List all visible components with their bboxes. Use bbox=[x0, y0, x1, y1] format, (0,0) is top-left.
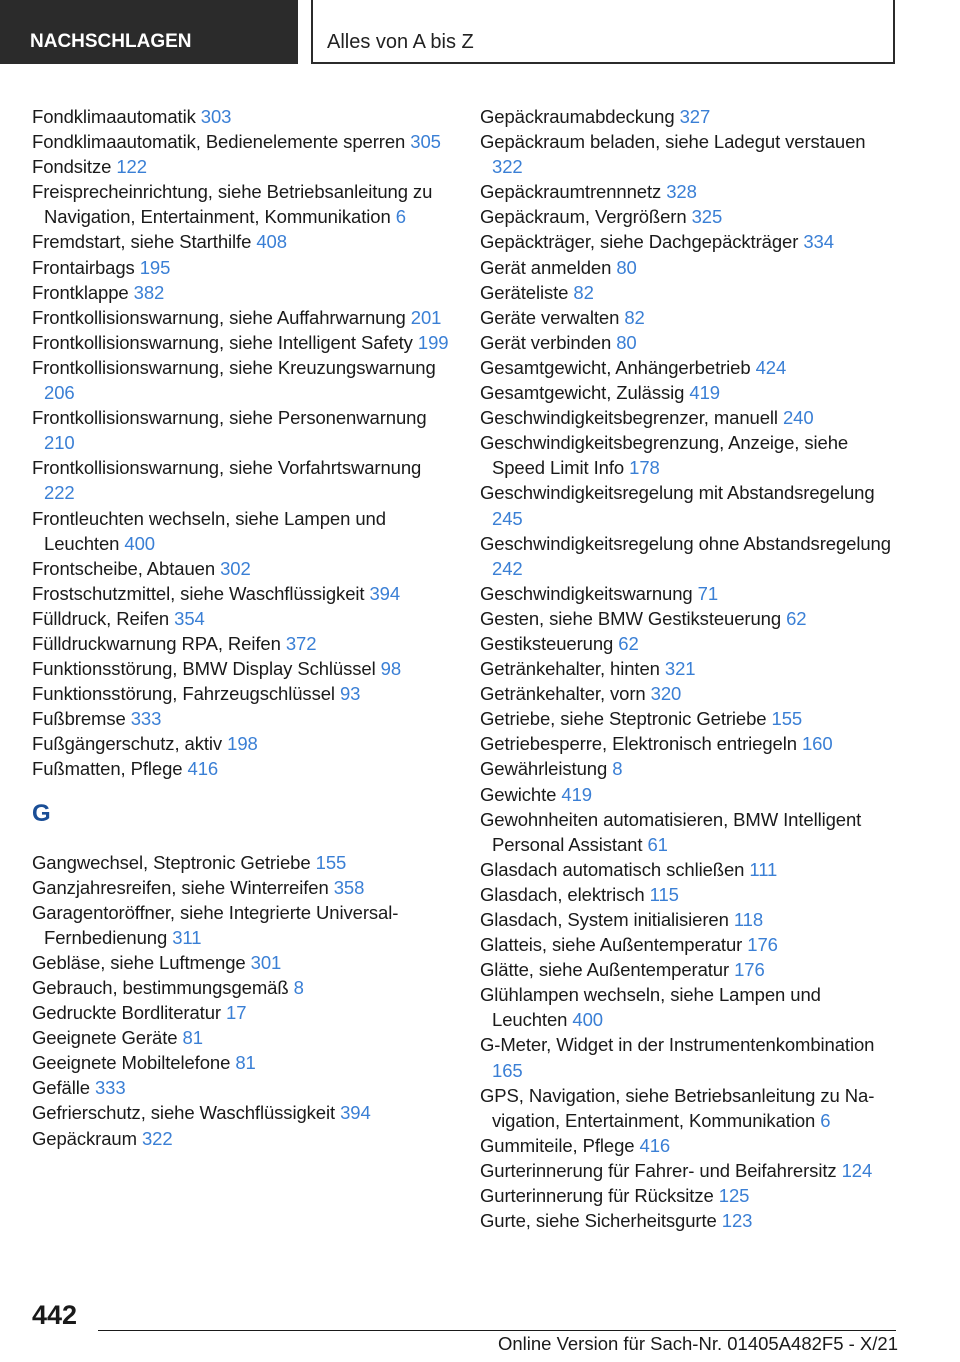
index-entry bbox=[32, 1000, 452, 1025]
page-reference-link[interactable]: 354 bbox=[174, 607, 205, 629]
page-reference-link[interactable]: 8 bbox=[293, 977, 304, 998]
index-entry bbox=[480, 681, 900, 706]
index-entry-label: Glasdach, System initialisieren bbox=[480, 909, 729, 930]
index-entry bbox=[480, 982, 900, 1032]
page-reference-link[interactable]: 118 bbox=[733, 909, 764, 930]
index-entry-label: Gurterinnerung für Fahrer- und Beifahrersitz bbox=[480, 1159, 837, 1181]
page-reference-link[interactable]: 178 bbox=[629, 457, 660, 479]
page-reference-link[interactable]: 123 bbox=[721, 1210, 753, 1232]
index-entry bbox=[480, 857, 900, 882]
index-entry bbox=[32, 656, 452, 681]
page-reference-link[interactable]: 305 bbox=[410, 131, 441, 153]
index-entry-label: Getriebesperre, Elektronisch entriegeln bbox=[480, 733, 797, 755]
index-entry-label: Gurte, siehe Sicherheitsgurte bbox=[480, 1210, 717, 1232]
page-reference-link[interactable]: 199 bbox=[417, 331, 449, 353]
index-entry bbox=[480, 179, 900, 204]
index-entry-label: G-Meter, Widget in der Instrumentenkombination bbox=[480, 1034, 875, 1056]
index-entry-label: Gedruckte Bordliteratur bbox=[32, 1002, 221, 1024]
index-entry-label: Frontkollisionswarnung, siehe Vorfahrtswarnung bbox=[32, 457, 422, 479]
index-entry bbox=[480, 581, 900, 606]
index-entry bbox=[480, 280, 900, 305]
index-entry-label: GPS, Navigation, siehe Betriebsanleitung zu Navigation, Entertainment, Kommunikation bbox=[480, 1084, 875, 1131]
index-entry-label: Funktionsstörung, Fahrzeugschlüssel bbox=[32, 683, 335, 705]
index-entry bbox=[32, 1075, 452, 1100]
index-entry bbox=[480, 907, 900, 932]
index-entry bbox=[32, 229, 452, 254]
index-entry-label: Gebläse, siehe Luftmenge bbox=[32, 951, 246, 973]
index-entry bbox=[32, 129, 452, 154]
index-entry-label: Frontscheibe, Abtauen bbox=[32, 557, 216, 579]
page-reference-link[interactable]: 416 bbox=[639, 1134, 671, 1156]
index-entry-label: Frontkollisionswarnung, siehe Personenwarnung bbox=[32, 407, 427, 429]
index-entry-label: Frontklappe bbox=[32, 281, 129, 303]
page-reference-link[interactable]: 245 bbox=[492, 507, 523, 529]
page-reference-link[interactable]: 400 bbox=[124, 532, 155, 554]
page-reference-link[interactable]: 81 bbox=[235, 1052, 256, 1074]
page-reference-link[interactable]: 125 bbox=[718, 1185, 750, 1207]
index-entry-label: Geräte verwalten bbox=[480, 306, 620, 328]
index-entry-list bbox=[32, 850, 452, 1151]
index-entry-label: Geschwindigkeitsregelung mit Abstandsregelung bbox=[480, 482, 875, 504]
index-entry bbox=[480, 355, 900, 380]
section-title: NACHSCHLAGEN bbox=[30, 31, 192, 52]
index-entry-label: Gesten, siehe BMW Gestiksteuerung bbox=[480, 607, 782, 629]
page-reference-link[interactable]: 320 bbox=[650, 683, 682, 705]
page-reference-link[interactable]: 394 bbox=[369, 582, 401, 604]
index-entry bbox=[32, 305, 452, 330]
index-entry bbox=[32, 850, 452, 875]
page-reference-link[interactable]: 82 bbox=[624, 306, 645, 328]
index-column-right bbox=[480, 104, 900, 1233]
index-entry bbox=[480, 255, 900, 280]
index-entry bbox=[32, 179, 452, 229]
index-entry-label: Glasdach, elektrisch bbox=[480, 883, 645, 905]
index-entry-label: Gebrauch, bestimmungsgemäß bbox=[32, 977, 289, 998]
page-reference-link[interactable]: 81 bbox=[182, 1027, 203, 1049]
index-entry-label: Gewährleistung bbox=[480, 758, 608, 780]
index-entry bbox=[32, 330, 452, 355]
index-entry-label: Gewichte bbox=[480, 783, 557, 805]
index-entry-label: Gepäckraumabdeckung bbox=[480, 106, 675, 127]
index-entry-label: Gerät verbinden bbox=[480, 331, 612, 353]
index-entry-label: Fremdstart, siehe Starthilfe bbox=[32, 231, 252, 253]
index-entry bbox=[480, 229, 900, 254]
index-entry bbox=[480, 480, 900, 530]
page-reference-link[interactable]: 328 bbox=[666, 181, 697, 203]
page-reference-link[interactable]: 301 bbox=[250, 951, 282, 973]
index-entry bbox=[480, 1032, 900, 1082]
page-reference-link[interactable]: 311 bbox=[172, 926, 202, 948]
index-entry bbox=[32, 455, 452, 505]
index-entry bbox=[480, 957, 900, 982]
page-reference-link[interactable]: 82 bbox=[573, 281, 594, 303]
page-reference-link[interactable]: 6 bbox=[395, 206, 406, 228]
page-reference-link[interactable]: 155 bbox=[771, 708, 803, 730]
index-entry bbox=[32, 355, 452, 405]
index-entry-label: Glätte, siehe Außentemperatur bbox=[480, 959, 730, 981]
index-entry-label: Freisprecheinrichtung, siehe Betriebsanleitung zu Navigation, Entertainment, Kommunikation bbox=[32, 181, 433, 228]
index-entry-label: Gangwechsel, Steptronic Getriebe bbox=[32, 851, 311, 873]
index-entry bbox=[32, 606, 452, 631]
index-entry bbox=[32, 1126, 452, 1151]
index-entry bbox=[480, 882, 900, 907]
page-reference-link[interactable]: 424 bbox=[755, 356, 787, 378]
index-entry-label: Frontleuchten wechseln, siehe Lampen und Leuchten bbox=[32, 507, 386, 554]
index-entry bbox=[32, 706, 452, 731]
page-reference-link[interactable]: 400 bbox=[572, 1009, 603, 1031]
index-entry-label: Gestiksteuerung bbox=[480, 632, 614, 654]
page-reference-link[interactable]: 358 bbox=[333, 876, 365, 898]
page-reference-link[interactable]: 176 bbox=[734, 959, 765, 981]
page-reference-link[interactable]: 242 bbox=[492, 557, 523, 579]
index-entry bbox=[480, 129, 900, 179]
index-entry-label: Frontkollisionswarnung, siehe Auffahrwarnung bbox=[32, 306, 406, 328]
index-entry-label: Gepäckraum, Vergrößern bbox=[480, 206, 687, 228]
index-entry-label: Frostschutzmittel, siehe Waschflüssigkeit bbox=[32, 582, 365, 604]
index-entry bbox=[480, 1208, 900, 1233]
index-entry-label: Geschwindigkeitswarnung bbox=[480, 582, 693, 604]
index-entry bbox=[480, 631, 900, 656]
page-reference-link[interactable]: 111 bbox=[749, 858, 778, 880]
index-entry bbox=[480, 932, 900, 957]
page-reference-link[interactable]: 62 bbox=[786, 607, 807, 629]
index-entry bbox=[32, 1050, 452, 1075]
index-entry bbox=[480, 706, 900, 731]
index-entry bbox=[32, 731, 452, 756]
index-entry-list bbox=[480, 104, 900, 1233]
page-reference-link[interactable]: 80 bbox=[616, 331, 637, 353]
index-entry-label: Gewohnheiten automatisieren, BMW Intelligent Personal Assistant bbox=[480, 808, 862, 855]
footer-divider bbox=[98, 1330, 896, 1331]
index-entry-label: Gesamtgewicht, Zulässig bbox=[480, 382, 685, 404]
index-entry bbox=[480, 204, 900, 229]
index-entry-label: Glasdach automatisch schließen bbox=[480, 858, 745, 880]
index-entry-list bbox=[32, 104, 452, 782]
index-entry bbox=[480, 380, 900, 405]
index-entry-label: Geschwindigkeitsregelung ohne Abstandsregelung bbox=[480, 532, 891, 554]
index-entry-label: Geräteliste bbox=[480, 281, 569, 303]
index-entry bbox=[32, 556, 452, 581]
page-reference-link[interactable]: 62 bbox=[618, 632, 639, 654]
page-reference-link[interactable]: 382 bbox=[133, 281, 165, 303]
index-entry-label: Getriebe, siehe Steptronic Getriebe bbox=[480, 708, 767, 730]
index-entry bbox=[32, 1025, 452, 1050]
page-reference-link[interactable]: 372 bbox=[285, 632, 317, 654]
index-entry bbox=[32, 280, 452, 305]
index-entry bbox=[480, 1133, 900, 1158]
index-entry bbox=[32, 756, 452, 781]
index-entry-label: Fondsitze bbox=[32, 156, 112, 178]
index-entry-label: Geeignete Mobiltelefone bbox=[32, 1052, 231, 1074]
index-entry bbox=[480, 1183, 900, 1208]
page-reference-link[interactable]: 322 bbox=[492, 156, 523, 178]
index-entry bbox=[32, 975, 452, 1000]
index-entry-label: Gefälle bbox=[32, 1077, 90, 1099]
index-entry-label: Ganzjahresreifen, siehe Winterreifen bbox=[32, 876, 329, 898]
online-version-note: Online Version für Sach-Nr. 01405A482F5 - X/21 bbox=[497, 1333, 898, 1354]
index-entry bbox=[480, 756, 900, 781]
index-entry bbox=[32, 506, 452, 556]
index-entry bbox=[480, 606, 900, 631]
page-reference-link[interactable]: 124 bbox=[841, 1159, 873, 1181]
index-entry bbox=[480, 807, 900, 857]
index-entry-label: Frontkollisionswarnung, siehe Intelligent Safety bbox=[32, 331, 413, 353]
page-reference-link[interactable]: 303 bbox=[200, 106, 232, 127]
index-entry bbox=[32, 1100, 452, 1125]
page-reference-link[interactable]: 61 bbox=[647, 833, 668, 855]
page-reference-link[interactable]: 302 bbox=[220, 557, 251, 579]
page-reference-link[interactable]: 325 bbox=[691, 206, 723, 228]
page-reference-link[interactable]: 195 bbox=[139, 256, 171, 278]
page-reference-link[interactable]: 198 bbox=[227, 733, 258, 755]
index-entry-label: Gesamtgewicht, Anhängerbetrieb bbox=[480, 356, 751, 378]
index-entry-label: Funktionsstörung, BMW Display Schlüssel bbox=[32, 658, 376, 680]
page-reference-link[interactable]: 6 bbox=[820, 1109, 831, 1131]
index-entry-label: Gurterinnerung für Rücksitze bbox=[480, 1185, 714, 1207]
page-reference-link[interactable]: 419 bbox=[689, 382, 720, 404]
index-entry-label: Fußbremse bbox=[32, 708, 126, 730]
section-tab bbox=[0, 0, 298, 64]
index-entry bbox=[480, 1083, 900, 1133]
index-entry bbox=[480, 656, 900, 681]
page-reference-link[interactable]: 240 bbox=[782, 407, 814, 429]
page-reference-link[interactable]: 327 bbox=[679, 106, 711, 127]
page-reference-link[interactable]: 321 bbox=[664, 658, 696, 680]
index-entry-label: Gummiteile, Pflege bbox=[480, 1134, 635, 1156]
index-entry bbox=[32, 154, 452, 179]
page-reference-link[interactable]: 408 bbox=[256, 231, 287, 253]
chapter-tab bbox=[311, 0, 895, 64]
index-entry bbox=[32, 255, 452, 280]
index-entry-label: Gepäckraumtrennnetz bbox=[480, 181, 662, 203]
index-entry-label: Gerät anmelden bbox=[480, 256, 612, 278]
page-reference-link[interactable]: 210 bbox=[44, 432, 75, 454]
page-reference-link[interactable]: 8 bbox=[612, 758, 623, 780]
index-entry-label: Frontairbags bbox=[32, 256, 135, 278]
page-reference-link[interactable]: 122 bbox=[116, 156, 147, 178]
page-reference-link[interactable]: 93 bbox=[339, 683, 361, 705]
index-entry-label: Glatteis, siehe Außentemperatur bbox=[480, 934, 743, 956]
index-entry-label: Garagentoröffner, siehe Integrierte UniversalFernbedienung bbox=[32, 901, 399, 948]
index-column-left bbox=[32, 104, 452, 1151]
index-entry bbox=[480, 305, 900, 330]
page-reference-link[interactable]: 115 bbox=[649, 883, 679, 905]
index-entry bbox=[480, 104, 900, 129]
index-entry-label: Fondklimaautomatik, Bedienelemente sperren bbox=[32, 131, 406, 153]
index-entry bbox=[32, 631, 452, 656]
page-reference-link[interactable]: 394 bbox=[340, 1102, 371, 1124]
index-entry bbox=[480, 330, 900, 355]
index-entry-label: Gepäckträger, siehe Dachgepäckträger bbox=[480, 231, 799, 253]
index-entry bbox=[32, 681, 452, 706]
page-reference-link[interactable]: 17 bbox=[226, 1002, 247, 1024]
page-reference-link[interactable]: 222 bbox=[44, 482, 75, 504]
page-reference-link[interactable]: 333 bbox=[94, 1077, 126, 1099]
index-entry-label: Geeignete Geräte bbox=[32, 1027, 178, 1049]
index-entry bbox=[480, 531, 900, 581]
page-reference-link[interactable]: 98 bbox=[380, 658, 402, 680]
index-entry bbox=[480, 430, 900, 480]
page-reference-link[interactable]: 160 bbox=[801, 733, 833, 755]
index-entry-label: Glühlampen wechseln, siehe Lampen und Leuchten bbox=[480, 984, 821, 1031]
index-entry-label: Fülldruckwarnung RPA, Reifen bbox=[32, 632, 281, 654]
page-reference-link[interactable]: 419 bbox=[561, 783, 592, 805]
page-reference-link[interactable]: 165 bbox=[492, 1059, 523, 1081]
page-number: 442 bbox=[32, 1300, 78, 1330]
index-entry-label: Getränkehalter, hinten bbox=[480, 658, 660, 680]
page-reference-link[interactable]: 71 bbox=[697, 582, 719, 604]
index-entry-label: Fülldruck, Reifen bbox=[32, 607, 170, 629]
index-entry bbox=[32, 405, 452, 455]
index-entry-label: Gefrierschutz, siehe Waschflüssigkeit bbox=[32, 1102, 336, 1124]
chapter-title: Alles von A bis Z bbox=[327, 31, 474, 53]
index-entry bbox=[480, 782, 900, 807]
index-entry-label: Fondklimaautomatik bbox=[32, 106, 196, 127]
page-reference-link[interactable]: 322 bbox=[141, 1127, 173, 1149]
index-entry bbox=[32, 875, 452, 900]
index-entry-label: Gepäckraum beladen, siehe Ladegut verstauen bbox=[480, 131, 866, 153]
index-entry bbox=[32, 900, 452, 950]
index-entry-label: Fußgängerschutz, aktiv bbox=[32, 733, 223, 755]
index-entry bbox=[480, 1158, 900, 1183]
index-entry bbox=[480, 731, 900, 756]
index-entry-label: Fußmatten, Pflege bbox=[32, 758, 183, 780]
index-entry-label: Getränkehalter, vorn bbox=[480, 683, 646, 705]
page-reference-link[interactable]: 333 bbox=[130, 708, 162, 730]
index-entry bbox=[480, 405, 900, 430]
page-reference-link[interactable]: 201 bbox=[410, 306, 442, 328]
page-reference-link[interactable]: 416 bbox=[187, 758, 219, 780]
page-reference-link[interactable]: 206 bbox=[44, 382, 75, 404]
index-entry-label: Geschwindigkeitsbegrenzung, Anzeige, siehe Speed Limit Info bbox=[480, 432, 849, 479]
index-entry-label: Gepäckraum bbox=[32, 1127, 137, 1149]
index-entry bbox=[32, 581, 452, 606]
index-entry bbox=[32, 950, 452, 975]
index-entry-label: Geschwindigkeitsbegrenzer, manuell bbox=[480, 407, 778, 429]
index-section-letter: G bbox=[32, 799, 51, 827]
page-reference-link[interactable]: 155 bbox=[315, 851, 347, 873]
index-entry bbox=[32, 104, 452, 129]
page-reference-link[interactable]: 176 bbox=[747, 934, 778, 956]
page-reference-link[interactable]: 80 bbox=[616, 256, 637, 278]
index-entry-label: Frontkollisionswarnung, siehe Kreuzungswarnung bbox=[32, 356, 436, 378]
page-reference-link[interactable]: 334 bbox=[803, 231, 834, 253]
